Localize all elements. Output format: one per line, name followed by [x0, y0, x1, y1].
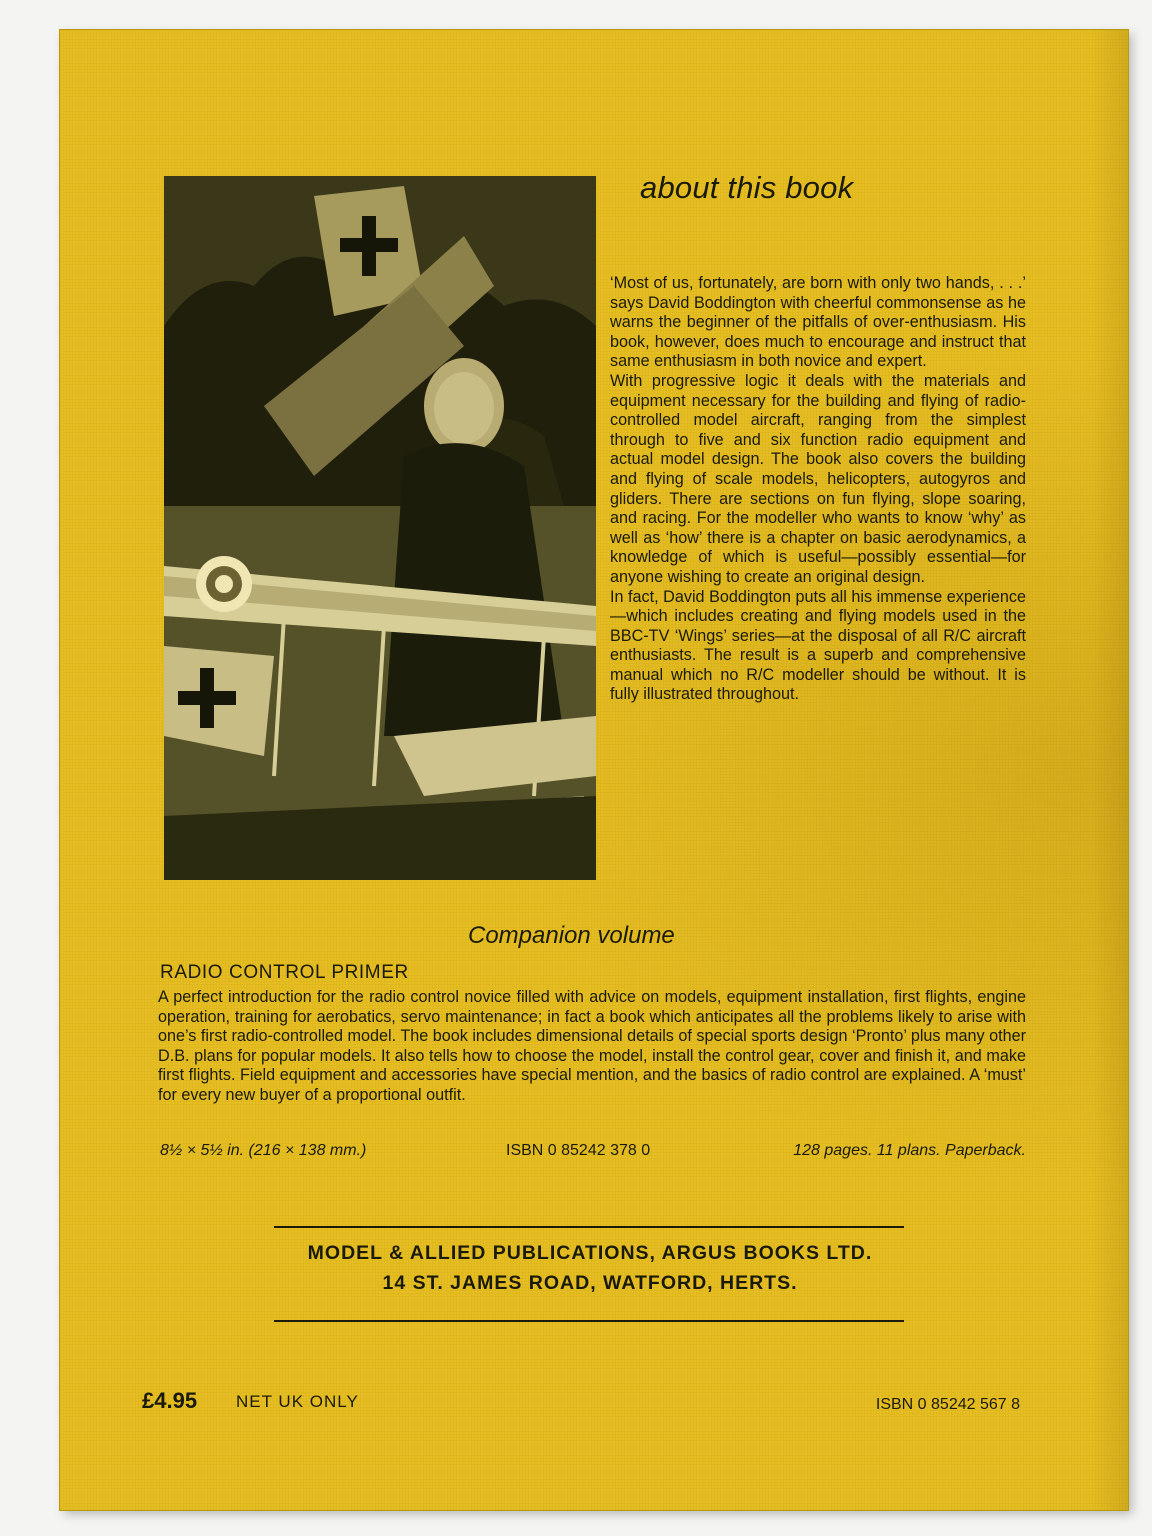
about-paragraph: ‘Most of us, fortunately, are born with only two hands, . . .’ says David Boddington with cheerful commonsense as he warns the beginner of the pitfalls of over-enthusiasm. His book, however, does much to encourage and instruct that same enthusiasm in both novice and expert.: [610, 274, 1026, 371]
companion-pages: 128 pages. 11 plans. Paperback.: [793, 1142, 1026, 1159]
about-description: [610, 274, 1026, 705]
publisher-name: MODEL & ALLIED PUBLICATIONS, ARGUS BOOKS LTD.: [307, 1242, 873, 1264]
companion-description: A perfect introduction for the radio control novice filled with advice on models, equipment installation, first flights, engine operation, training for aerobatics, servo maintenance; in fact a book which anticipates all the problems likely to arise with one’s first radio-controlled model. The book includes dimensional details of special sports design ‘Pronto’ plus many other D.B. plans for popular models. It also tells how to choose the model, install the control gear, cover and finish it, and make first flights. Field equipment and accessories have special mention, and the basics of radio control are explained. A ‘must’ for every new buyer of a proportional outfit.: [158, 988, 1026, 1104]
cover-edge-shading: [1092, 30, 1128, 1510]
author-photo: [164, 176, 596, 880]
companion-heading: Companion volume: [468, 922, 675, 949]
book-back-cover: [60, 30, 1128, 1510]
companion-size: 8½ × 5½ in. (216 × 138 mm.): [160, 1142, 367, 1159]
divider-bottom: [274, 1320, 904, 1322]
publisher-address: 14 ST. JAMES ROAD, WATFORD, HERTS.: [382, 1272, 798, 1294]
companion-specs: [160, 1142, 1026, 1166]
book-isbn: ISBN 0 85242 567 8: [875, 1396, 1020, 1413]
about-heading: about this book: [640, 170, 854, 205]
about-paragraph: With progressive logic it deals with the materials and equipment necessary for the building and flying of radio-controlled model aircraft, ranging from the simplest through to five and six function radio equipment and actual model design. The book also covers the building and flying of scale models, helicopters, autogyros and gliders. There are sections on fun flying, slope soaring, and racing. For the modeller who wants to know ‘why’ as well as ‘how’ there is a chapter on basic aerodynamics, a knowledge of which is useful—possibly essential—for anyone wishing to create an original design.: [610, 371, 1026, 586]
companion-title: RADIO CONTROL PRIMER: [160, 962, 409, 983]
divider-top: [274, 1226, 904, 1228]
author-with-model-biplane-image: [164, 176, 596, 880]
about-paragraph: In fact, David Boddington puts all his immense experience—which includes creating and flying models used in the BBC-TV ‘Wings’ series—at the disposal of all R/C aircraft enthusiasts. The result is a superb and comprehensive manual which no R/C modeller should be without. It is fully illustrated throughout.: [610, 587, 1026, 704]
companion-isbn: ISBN 0 85242 378 0: [506, 1142, 651, 1159]
price-note: NET UK ONLY: [236, 1392, 359, 1411]
price: £4.95: [142, 1388, 198, 1413]
